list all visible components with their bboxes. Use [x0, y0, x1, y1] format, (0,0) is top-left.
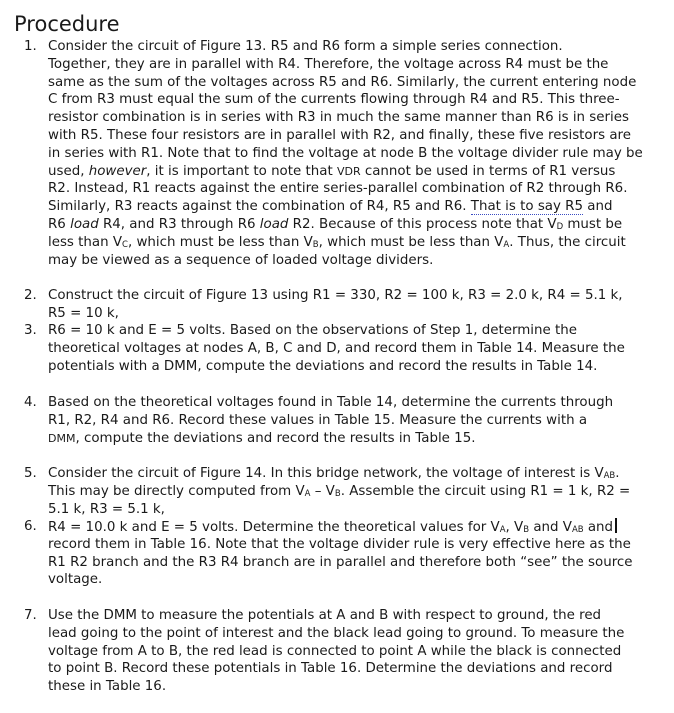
step-number: 5.: [24, 466, 37, 481]
text-line: Together, they are in parallel with R4. Therefore, the voltage across R4 must be the: [48, 56, 609, 72]
text-line: DMM, compute the deviations and record the results in Table 15.: [48, 430, 476, 446]
page-title: Procedure: [14, 12, 120, 36]
text-line: theoretical voltages at nodes A, B, C and D, and record them in Table 14. Measure the: [48, 340, 625, 356]
text-line: with R5. These four resistors are in parallel with R2, and finally, these five resistors are: [48, 127, 632, 143]
text-line: Consider the circuit of Figure 14. In this bridge network, the voltage of interest is VAB.: [48, 466, 620, 481]
text-line: Use the DMM to measure the potentials at A and B with respect to ground, the red: [48, 608, 602, 623]
text-line: R5 = 10 k,: [48, 305, 119, 321]
text-line: R1 R2 branch and the R3 R4 branch are in parallel and therefore both “see” the source: [48, 554, 633, 570]
step-number: 7.: [24, 608, 37, 623]
step-number: 6.: [24, 519, 37, 534]
text-line: these in Table 16.: [48, 679, 167, 695]
text-cursor: [615, 518, 617, 533]
text-line: record them in Table 16. Note that the voltage divider rule is very effective here as the: [48, 536, 631, 552]
text-line: 5.1 k, R3 = 5.1 k,: [48, 501, 165, 517]
text-line: may be viewed as a sequence of loaded voltage dividers.: [48, 252, 434, 268]
step-text: [48, 518, 660, 589]
text-line: voltage.: [48, 572, 103, 588]
text-line: R6 load R4, and R3 through R6 load R2. Because of this process note that VD must be: [48, 216, 623, 232]
step-text: [48, 607, 660, 696]
spellcheck-underline[interactable]: That is to say R5: [470, 199, 583, 215]
text-line: same as the sum of the voltages across R5 and R6. Similarly, the current entering node: [48, 74, 637, 90]
text-line: R4 = 10.0 k and E = 5 volts. Determine the theoretical values for VA, VB and VAB and: [48, 518, 660, 536]
text-line: Consider the circuit of Figure 13. R5 and R6 form a simple series connection.: [48, 39, 563, 54]
text-line: lead going to the point of interest and the black lead going to ground. To measure the: [48, 625, 625, 641]
step-text: [48, 465, 660, 518]
step-text: [48, 394, 660, 447]
text-line: potentials with a DMM, compute the deviations and record the results in Table 14.: [48, 358, 598, 374]
text-line: in series with R1. Note that to find the voltage at node B the voltage divider rule may be: [48, 145, 643, 161]
step-text: [48, 287, 660, 323]
step-text: [48, 38, 660, 269]
text-line: resistor combination is in series with R3 in much the same manner than R6 is in series: [48, 110, 629, 126]
step-number: 2.: [24, 288, 37, 303]
text-line: Similarly, R3 reacts against the combination of R4, R5 and R6. That is to say R5 and: [48, 199, 613, 215]
text-line: used, however, it is important to note that VDR cannot be used in terms of R1 versus: [48, 163, 616, 179]
text-line: C from R3 must equal the sum of the currents flowing through R4 and R5. This three-: [48, 92, 620, 108]
text-line: R2. Instead, R1 reacts against the entire series-parallel combination of R2 through R6.: [48, 181, 628, 197]
step-number: 3.: [24, 323, 37, 338]
text-line: less than VC, which must be less than VB, which must be less than VA. Thus, the circuit: [48, 234, 626, 250]
text-line: This may be directly computed from VA – VB. Assemble the circuit using R1 = 1 k, R2 =: [48, 483, 631, 499]
text-line: R1, R2, R4 and R6. Record these values in Table 15. Measure the currents with a: [48, 412, 588, 428]
text-line: R6 = 10 k and E = 5 volts. Based on the observations of Step 1, determine the: [48, 323, 577, 338]
step-number: 4.: [24, 395, 37, 410]
text-line: to point B. Record these potentials in Table 16. Determine the deviations and record: [48, 661, 613, 677]
text-line: Based on the theoretical voltages found in Table 14, determine the currents through: [48, 395, 614, 410]
step-number: 1.: [24, 39, 37, 54]
text-line: Construct the circuit of Figure 13 using R1 = 330, R2 = 100 k, R3 = 2.0 k, R4 = 5.1 k,: [48, 288, 623, 303]
step-text: [48, 322, 660, 375]
text-line: voltage from A to B, the red lead is connected to point A while the black is connected: [48, 643, 622, 659]
